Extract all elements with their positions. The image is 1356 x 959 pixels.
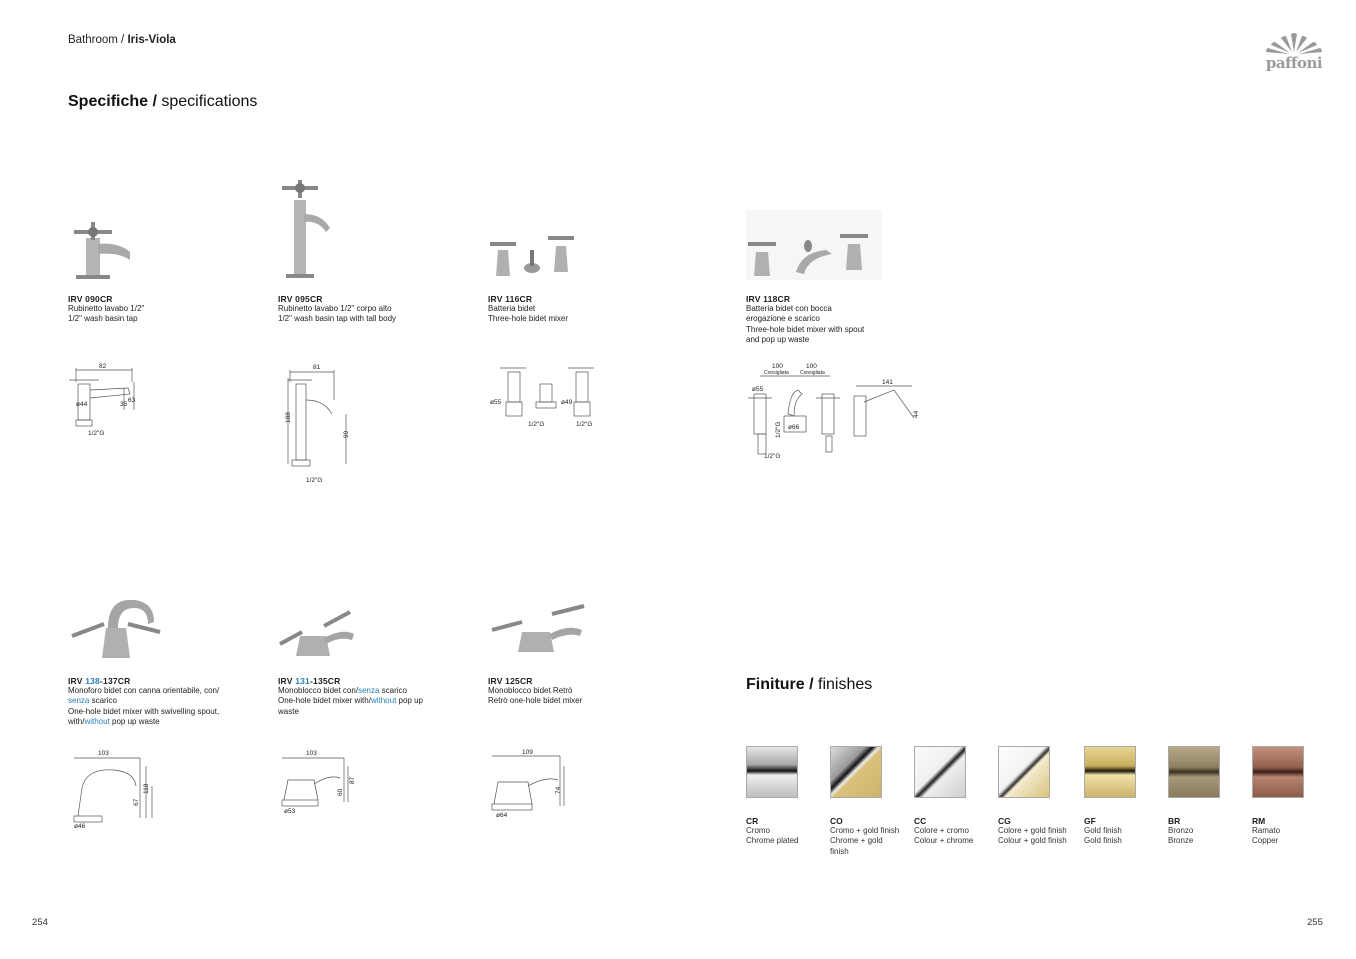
dim-width: 82 xyxy=(99,363,107,370)
technical-drawing-irv-095cr xyxy=(278,360,358,490)
specifications-title-light: specifications xyxy=(156,93,258,110)
technical-drawing-irv-116cr xyxy=(488,358,608,438)
finish-swatch xyxy=(914,746,966,798)
product-desc-en-2: waste xyxy=(278,706,299,716)
dim-width: 103 xyxy=(98,750,109,757)
dim-spacing-2: 100 xyxy=(806,363,817,370)
finish-swatch xyxy=(1252,746,1304,798)
finish-cr[interactable] xyxy=(746,746,816,847)
product-code-suffix: -135CR xyxy=(309,676,341,686)
product-desc-en-2-post: pop up waste xyxy=(109,716,160,726)
product-desc-en: Retrò one-hole bidet mixer xyxy=(488,696,583,706)
product-photo xyxy=(488,180,688,290)
finishes-title xyxy=(746,676,872,694)
finish-name-en: Chrome + gold finish xyxy=(830,836,883,856)
product-desc-en-2 xyxy=(68,717,248,727)
finish-name-en: Colour + gold finish xyxy=(998,836,1067,846)
product-code-variant: 138 xyxy=(85,676,100,686)
finish-gf[interactable] xyxy=(1084,746,1154,847)
product-code: IRV 090CR xyxy=(68,294,113,304)
variant-word: senza xyxy=(358,686,380,695)
product-photo xyxy=(488,562,688,672)
dim-thread: 1/2"G xyxy=(764,453,781,460)
page-number-right: 255 xyxy=(1307,917,1323,928)
dim-height-spout: 35 xyxy=(120,401,128,408)
finish-cc[interactable] xyxy=(914,746,984,847)
variant-word: without xyxy=(84,716,110,726)
finish-name-it: Cromo + gold finish xyxy=(830,826,900,835)
breadcrumb-section[interactable]: Bathroom xyxy=(68,34,118,46)
finish-co[interactable] xyxy=(830,746,900,857)
dim-spacing-1: 100 xyxy=(772,363,783,370)
dim-diameter: ø44 xyxy=(76,401,88,408)
product-desc-en-1 xyxy=(278,696,458,706)
finish-br[interactable] xyxy=(1168,746,1238,847)
dim-spout-height: 60 xyxy=(337,788,344,796)
finish-name-it: Colore + gold finish xyxy=(998,826,1067,835)
dim-diameter: ø53 xyxy=(284,808,296,815)
finish-code: CR xyxy=(746,816,759,826)
product-irv-095cr[interactable] xyxy=(278,180,478,325)
product-irv-090cr[interactable] xyxy=(68,180,268,325)
dim-width: 109 xyxy=(522,749,533,756)
finish-name-en: Copper xyxy=(1252,836,1279,846)
product-irv-131-135cr[interactable] xyxy=(278,562,458,717)
product-desc-en: 1/2" wash basin tap xyxy=(68,314,138,324)
dim-height-total: 188 xyxy=(285,412,292,423)
product-desc-it-2 xyxy=(68,696,248,706)
product-desc-it: Batteria bidet xyxy=(488,304,536,313)
finish-code: CG xyxy=(998,816,1011,826)
finish-swatch xyxy=(1084,746,1136,798)
product-code-suffix: -137CR xyxy=(99,676,131,686)
dim-width: 81 xyxy=(313,364,321,371)
finish-code: CO xyxy=(830,816,843,826)
dim-diameter-handle: ø55 xyxy=(490,399,502,406)
finish-name-en: Chrome plated xyxy=(746,836,799,846)
dim-diameter-waste: ø66 xyxy=(788,424,800,431)
finish-swatch xyxy=(998,746,1050,798)
product-desc-en-pre: One-hole bidet mixer with/ xyxy=(278,696,371,706)
dim-diameter: ø64 xyxy=(496,812,508,819)
dim-diameter-waste: ø49 xyxy=(561,399,573,406)
product-desc-en-2: and pop up waste xyxy=(746,334,810,344)
product-desc-it: Monoblocco bidet Retrò xyxy=(488,686,573,695)
product-desc-it: Rubinetto lavabo 1/2" corpo alto xyxy=(278,304,392,313)
breadcrumb xyxy=(68,34,176,46)
product-irv-118cr[interactable] xyxy=(746,180,966,345)
finish-name-it: Colore + cromo xyxy=(914,826,969,835)
dim-spout-height: 67 xyxy=(133,798,140,806)
finish-cg[interactable] xyxy=(998,746,1068,847)
product-desc-it: Rubinetto lavabo 1/2" xyxy=(68,304,145,313)
product-desc-en-2-pre: with/ xyxy=(68,716,85,726)
dim-diameter: ø46 xyxy=(74,823,86,830)
dim-spacing-2-note: Consigliata xyxy=(800,370,825,376)
dim-height-spout: 99 xyxy=(343,430,350,438)
product-desc-it-2: erogazione e scarico xyxy=(746,314,820,324)
dim-height-total: 118 xyxy=(143,783,150,794)
product-desc-it-1: Monoforo bidet con canna orientabile, con/ xyxy=(68,686,220,695)
finish-code: RM xyxy=(1252,816,1266,826)
dim-thread-vertical: 1/2"G xyxy=(775,421,782,438)
dim-spout-length: 141 xyxy=(882,379,893,386)
finish-name-en: Colour + chrome xyxy=(914,836,974,846)
dim-thread-right: 1/2"G xyxy=(576,421,593,428)
product-desc-en-1: One-hole bidet mixer with swivelling spout, xyxy=(68,706,220,716)
product-desc-it-pre: Monoblocco bidet con/ xyxy=(278,686,359,695)
dim-spacing-1-note: Consigliata xyxy=(764,370,789,376)
product-photo xyxy=(68,562,248,672)
finishes-title-bold: Finiture / xyxy=(746,676,814,693)
variant-word: senza xyxy=(68,696,90,706)
product-desc-it-2-rest: scarico xyxy=(89,696,117,706)
product-irv-138-137cr[interactable] xyxy=(68,562,248,727)
product-desc-it-1: Batteria bidet con bocca xyxy=(746,304,832,313)
dim-height-total: 63 xyxy=(128,397,136,404)
variant-word: without xyxy=(370,696,397,706)
technical-drawing-irv-118cr xyxy=(744,360,924,465)
finish-rm[interactable] xyxy=(1252,746,1322,847)
page-number-left: 254 xyxy=(32,917,48,928)
product-code: IRV 125CR xyxy=(488,676,533,686)
paffoni-logo xyxy=(1262,30,1326,72)
product-desc-en: 1/2" wash basin tap with tall body xyxy=(278,314,397,324)
finish-name-it: Cromo xyxy=(746,826,771,835)
dim-thread-left: 1/2"G xyxy=(528,421,545,428)
finish-swatch xyxy=(830,746,882,798)
product-code-variant: 131 xyxy=(295,676,310,686)
finishes-title-light: finishes xyxy=(813,676,873,693)
dim-thread: 1/2"G xyxy=(88,430,105,437)
finish-swatch xyxy=(1168,746,1220,798)
product-desc-en-post: pop up xyxy=(396,696,423,706)
product-photo xyxy=(68,180,268,290)
finish-name-it: Ramato xyxy=(1252,826,1281,835)
dim-thread: 1/2"G xyxy=(306,477,323,484)
product-code xyxy=(278,676,458,686)
finish-code: CC xyxy=(914,816,927,826)
finish-name-it: Gold finish xyxy=(1084,826,1122,835)
finish-name-it: Bronzo xyxy=(1168,826,1194,835)
product-code-prefix: IRV xyxy=(68,676,86,686)
dim-spout-height: 44 xyxy=(913,410,920,418)
breadcrumb-collection[interactable]: Iris-Viola xyxy=(127,34,176,46)
product-irv-125cr[interactable] xyxy=(488,562,688,707)
product-photo xyxy=(746,180,966,290)
product-desc-en: Three-hole bidet mixer xyxy=(488,314,569,324)
product-code-prefix: IRV xyxy=(278,676,296,686)
technical-drawing-irv-125cr xyxy=(484,746,584,826)
product-photo xyxy=(278,562,458,672)
specifications-title xyxy=(68,93,257,111)
finish-code: GF xyxy=(1084,816,1096,826)
finish-swatch xyxy=(746,746,798,798)
dim-diameter-handle: ø55 xyxy=(752,386,764,393)
technical-drawing-irv-138-137cr xyxy=(64,746,164,836)
technical-drawing-irv-090cr xyxy=(64,360,144,440)
technical-drawing-irv-131-135cr xyxy=(274,746,374,826)
product-code: IRV 116CR xyxy=(488,294,533,304)
finish-name-en: Gold finish xyxy=(1084,836,1122,846)
product-code: IRV 095CR xyxy=(278,294,323,304)
product-code: IRV 118CR xyxy=(746,294,791,304)
breadcrumb-separator: / xyxy=(117,34,128,46)
finish-name-en: Bronze xyxy=(1168,836,1194,846)
dim-height-total: 87 xyxy=(349,776,356,784)
product-desc-en-1: Three-hole bidet mixer with spout xyxy=(746,324,865,334)
product-photo xyxy=(278,180,478,290)
specifications-title-bold: Specifiche / xyxy=(68,93,157,110)
product-desc-it xyxy=(278,686,458,696)
product-irv-116cr[interactable] xyxy=(488,180,688,325)
product-desc-it-post: scarico xyxy=(379,686,407,695)
product-code xyxy=(68,676,248,686)
dim-width: 103 xyxy=(306,750,317,757)
finish-code: BR xyxy=(1168,816,1181,826)
dim-height-total: 74 xyxy=(555,786,562,794)
brand-name: paffoni xyxy=(1265,54,1323,72)
